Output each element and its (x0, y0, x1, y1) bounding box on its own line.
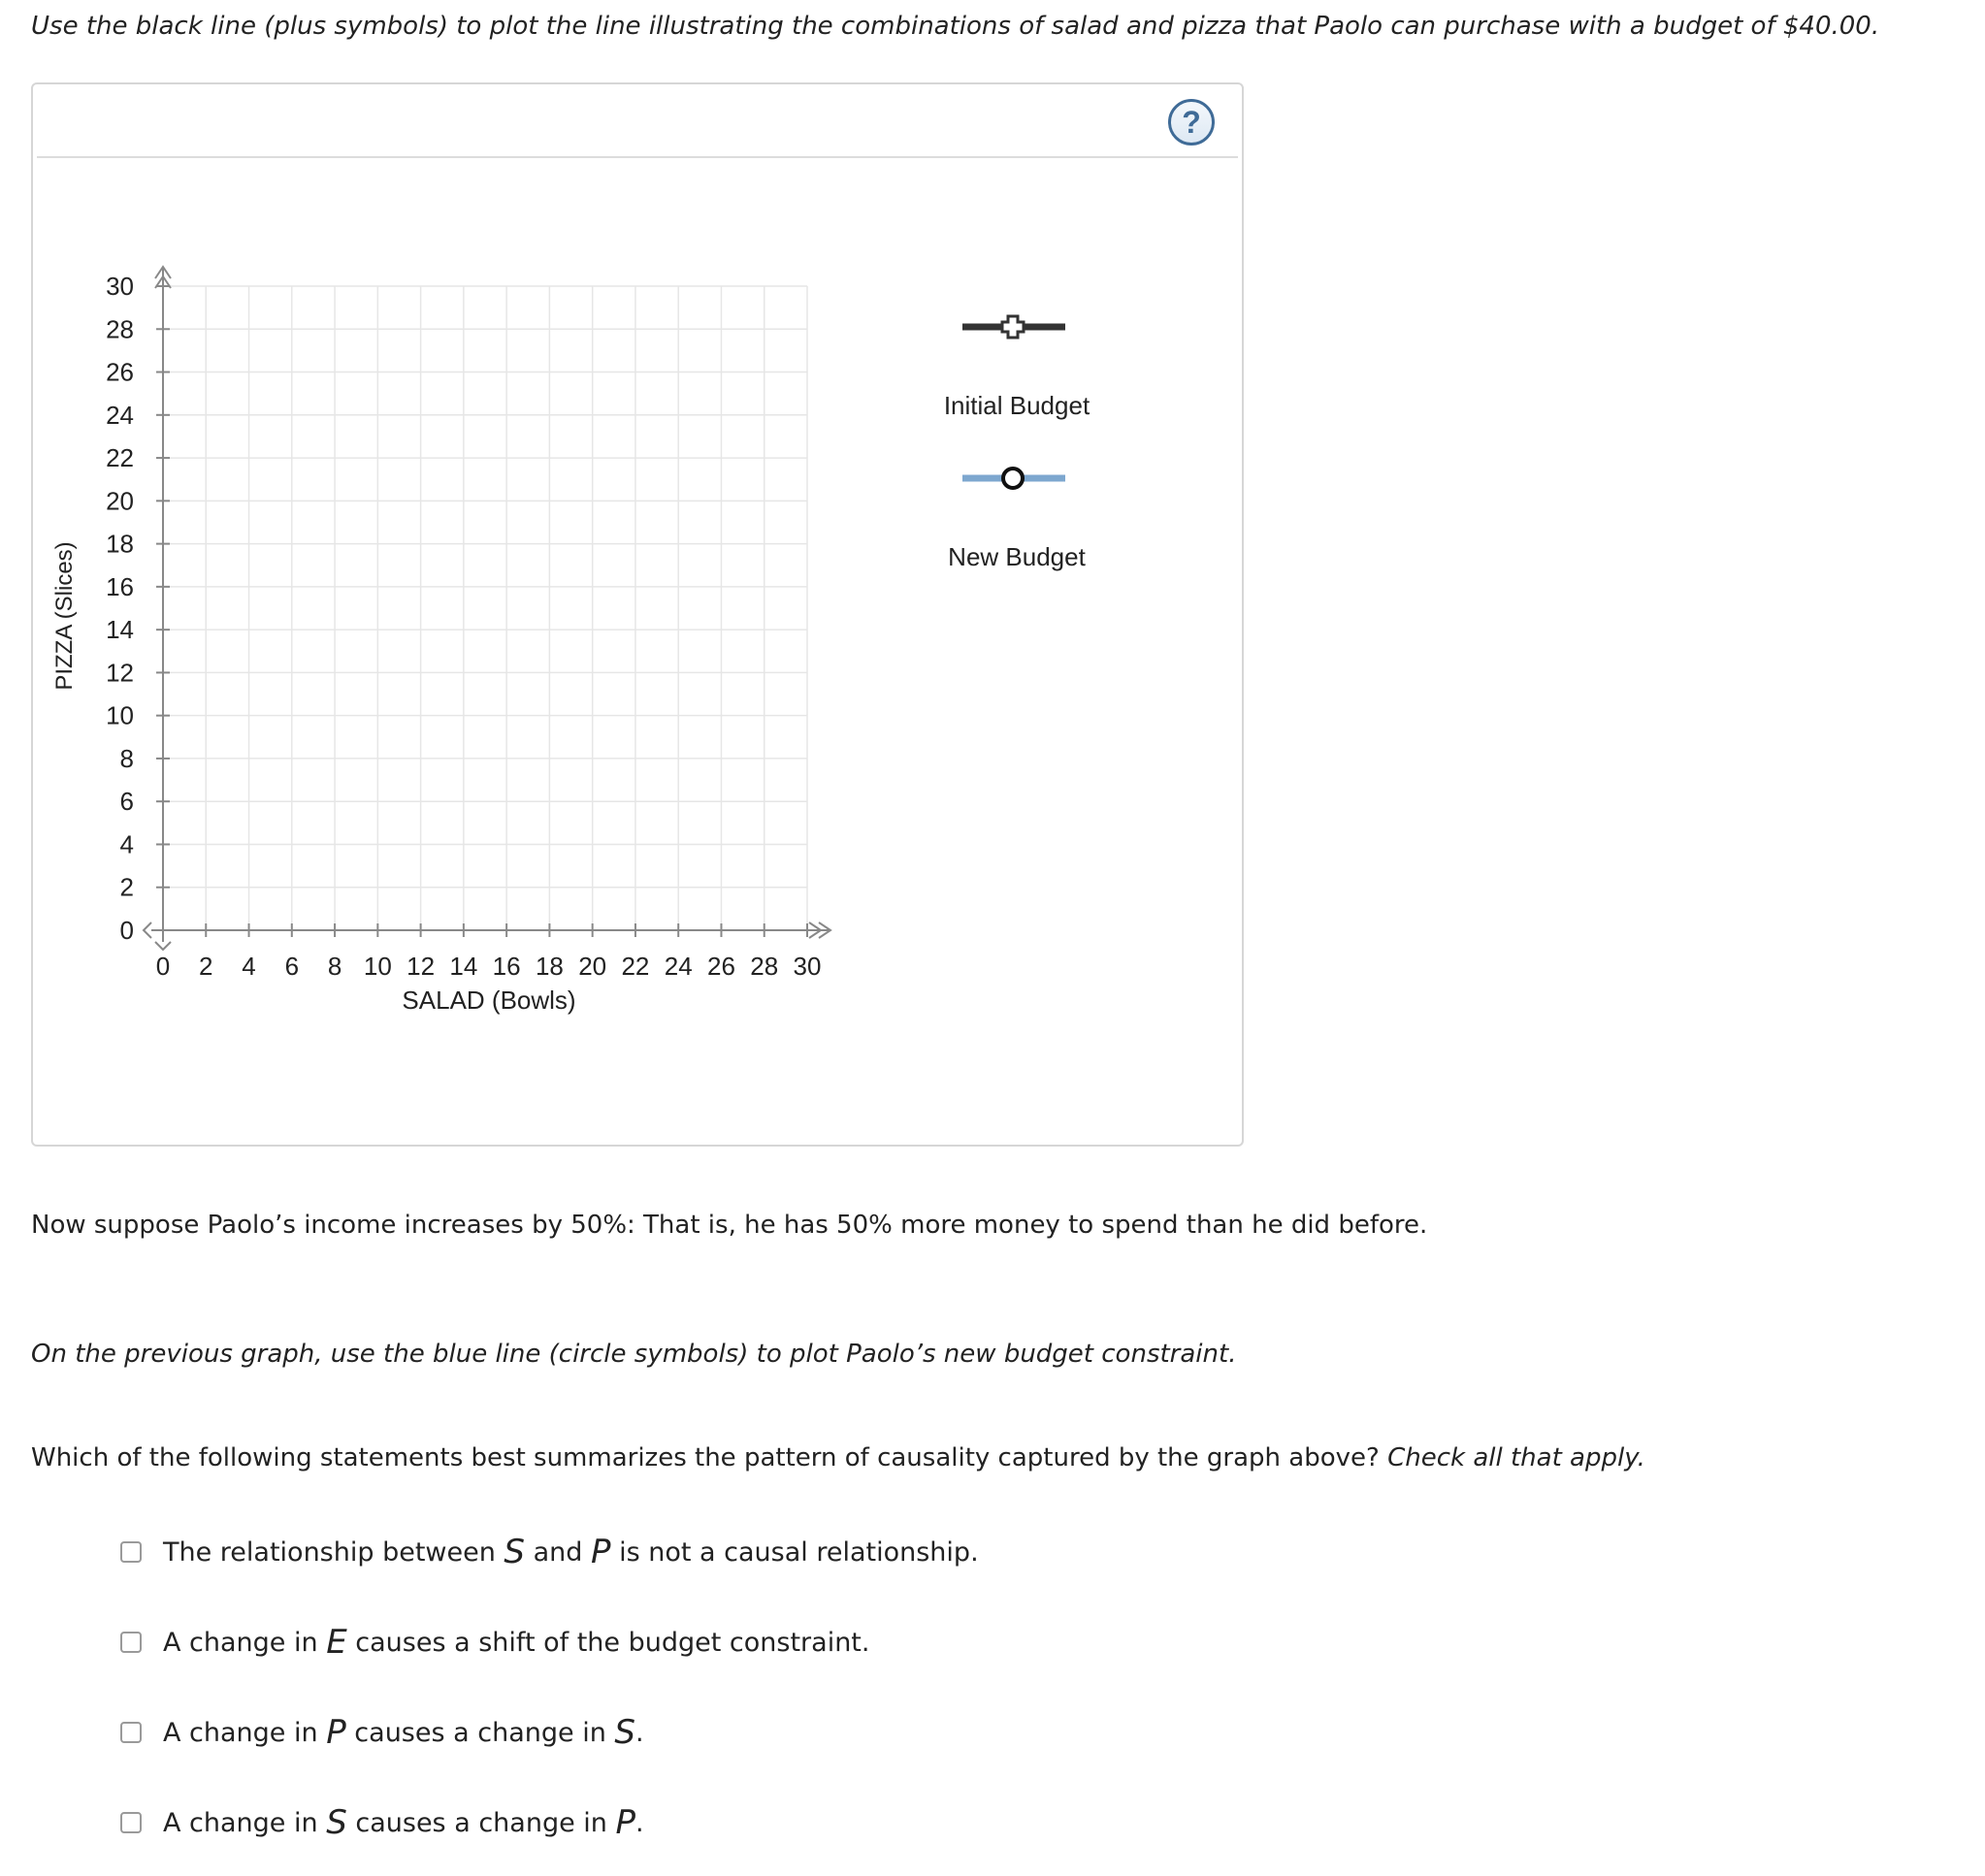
axes (144, 267, 830, 950)
y-tick-label: 10 (106, 700, 134, 730)
x-tick-label: 12 (407, 952, 436, 981)
option-text: and (525, 1536, 591, 1568)
checkbox[interactable] (120, 1541, 142, 1563)
option-text: causes a change in (345, 1717, 615, 1748)
y-tick-label: 4 (119, 829, 134, 859)
question-text: Which of the following statements best summarizes the pattern of causality captured by the graph above? (31, 1443, 1388, 1472)
variable-s: S (504, 1533, 526, 1571)
y-tick-label: 26 (106, 357, 134, 387)
variable-p: P (326, 1713, 346, 1752)
option-text: causes a shift of the budget constraint. (346, 1627, 870, 1658)
checkbox[interactable] (120, 1632, 142, 1653)
y-tick-label: 16 (106, 571, 134, 601)
instruction-budget: Use the black line (plus symbols) to plot the line illustrating the combinations of salad and pizza that Paolo can purchase with a budget of $40.00. (31, 12, 1880, 41)
initial-budget-tool[interactable] (960, 306, 1069, 348)
x-tick-label: 14 (449, 952, 478, 981)
budget-graph[interactable] (33, 84, 1246, 1148)
y-tick-label: 30 (106, 272, 134, 301)
x-tick-label: 4 (242, 952, 256, 981)
option-text: A change in (163, 1627, 327, 1658)
x-tick-label: 30 (793, 952, 822, 981)
income-increase-text: Now suppose Paolo’s income increases by 50%: That is, he has 50% more money to spend than he did before. (31, 1211, 1428, 1240)
x-tick-label: 16 (492, 952, 521, 981)
x-axis-arrow-icon (144, 922, 151, 938)
x-tick-label: 22 (621, 952, 650, 981)
initial-budget-label: Initial Budget (943, 391, 1090, 420)
help-button[interactable]: ? (1168, 99, 1215, 146)
y-tick-label: 8 (119, 743, 134, 773)
option-text: . (635, 1717, 644, 1748)
x-tick-label: 20 (578, 952, 607, 981)
x-tick-label: 24 (664, 952, 693, 981)
question-emphasis: Check all that apply. (1387, 1443, 1645, 1472)
variable-e: E (326, 1623, 347, 1662)
option-not-causal[interactable] (120, 1533, 979, 1571)
variable-p: P (590, 1533, 611, 1571)
option-text: The relationship between (163, 1536, 504, 1568)
causality-question (31, 1443, 1645, 1472)
option-text: is not a causal relationship. (610, 1536, 979, 1568)
option-text: causes a change in (346, 1807, 616, 1838)
option-text: . (635, 1807, 644, 1838)
checkbox[interactable] (120, 1722, 142, 1743)
option-p-causes-s[interactable] (120, 1713, 644, 1752)
circle-marker-icon (1003, 469, 1023, 488)
y-tick-label: 0 (119, 916, 134, 945)
y-tick-label: 2 (119, 872, 134, 902)
option-s-causes-p[interactable] (120, 1803, 644, 1842)
variable-s: S (614, 1713, 635, 1752)
checkbox[interactable] (120, 1812, 142, 1833)
x-tick-label: 26 (707, 952, 735, 981)
x-tick-label: 18 (535, 952, 564, 981)
x-tick-label: 10 (363, 952, 392, 981)
y-tick-label: 12 (106, 658, 134, 688)
option-text: A change in (163, 1717, 327, 1748)
x-tick-label: 28 (750, 952, 779, 981)
y-tick-label: 14 (106, 615, 134, 645)
x-tick-label: 2 (199, 952, 213, 981)
x-tick-label: 8 (327, 952, 342, 981)
option-text: A change in (163, 1807, 327, 1838)
variable-p: P (615, 1803, 635, 1842)
x-axis-label: SALAD (Bowls) (402, 986, 576, 1015)
grid-lines (163, 286, 807, 930)
y-tick-label: 22 (106, 443, 134, 473)
new-budget-label: New Budget (948, 542, 1086, 571)
graph-panel (31, 82, 1244, 1147)
option-e-shifts-constraint[interactable] (120, 1623, 869, 1662)
x-tick-label: 6 (284, 952, 300, 981)
instruction-new-budget: On the previous graph, use the blue line (circle symbols) to plot Paolo’s new budget constraint. (31, 1340, 1237, 1369)
y-tick-label: 24 (106, 400, 134, 430)
new-budget-tool[interactable] (960, 457, 1069, 500)
y-tick-label: 18 (106, 529, 134, 559)
y-tick-label: 28 (106, 314, 134, 344)
plus-marker-icon (1002, 316, 1024, 338)
y-tick-label: 6 (119, 787, 134, 817)
y-tick-label: 20 (106, 486, 134, 516)
y-axis-label: PIZZA (Slices) (51, 541, 78, 691)
x-tick-label: 0 (155, 952, 171, 981)
tick-marks (156, 286, 807, 937)
y-axis-arrow-icon (155, 942, 171, 950)
variable-s: S (326, 1803, 347, 1842)
